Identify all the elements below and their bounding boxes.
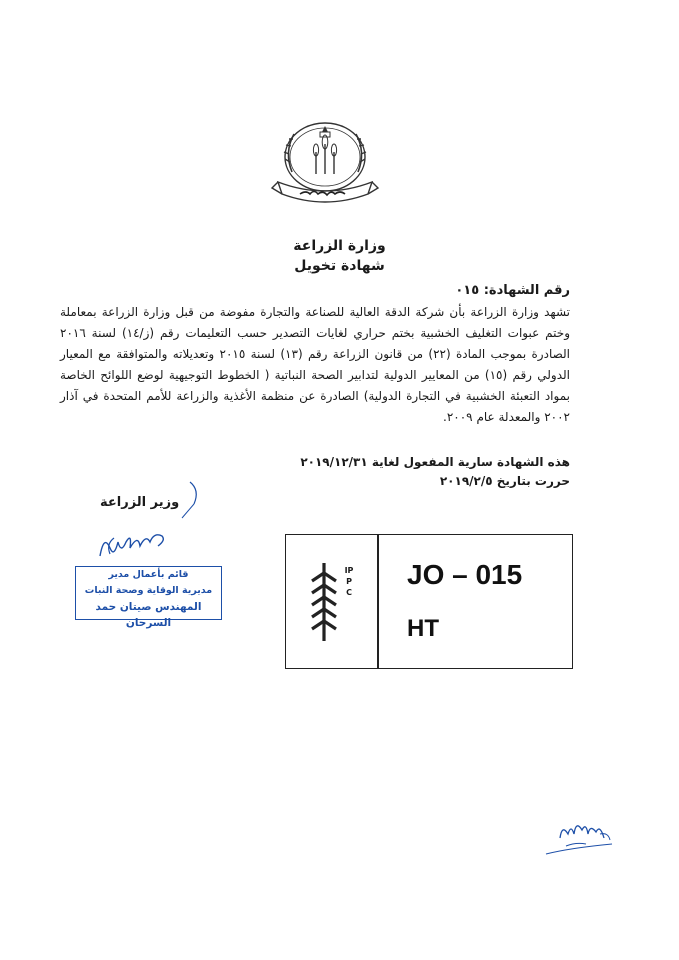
validity-statement: هذه الشهادة سارية المفعول لغاية ٢٠١٩/١٢/٣١ [300, 455, 570, 469]
ippc-letters: IPPC [344, 566, 354, 597]
certificate-body: تشهد وزارة الزراعة بأن شركة الدقة العالية للصناعة والتجارة مفوضة من قبل وزارة الزراعة بمعاملة وختم عبوات التغليف الخشبية بختم حراري لغايات التصدير حسب التعليمات رقم (ز/١٤) لسنة ٢٠١٦ الصادرة بموجب المادة (٢٢) من قانون الزراعة رقم (١٣) لسنة ٢٠١٥ وتعديلاته والمتوافقة مع المعيار الدولي رقم (١٥) من المعايير الدولية لتدابير الصحة النباتية ( الخطوط التوجيهية لوضع اللوائح الخاصة بمواد التعبئة الخشبية في التجارة الدولية) الصادرة عن منظمة الأغذية والزراعة للأمم المتحدة في آذار ٢٠٠٢ والمعدلة عام ٢٠٠٩. [60, 305, 570, 424]
stamp-line-directorate: مديرية الوقاية وصحة النبات [84, 585, 213, 596]
official-stamp [75, 566, 222, 629]
country-producer-code: JO – 015 [407, 559, 523, 590]
ippc-divider [377, 535, 379, 668]
stamp-line-role: قائم بأعمال مدير [108, 569, 189, 580]
ministry-name: وزارة الزراعة [293, 238, 386, 254]
initials-signature [540, 808, 620, 863]
certificate-number: رقم الشهادة: ٠١٥ [455, 283, 570, 298]
minister-title: وزير الزراعة [100, 495, 180, 510]
ministry-emblem-logo [270, 112, 380, 212]
ippc-wheat-logo-icon [304, 559, 368, 645]
issue-date: حررت بتاريخ ٢٠١٩/٢/٥ [439, 474, 570, 488]
treatment-code: HT [407, 615, 439, 642]
certificate-title: شهادة تخويل [294, 258, 385, 274]
minister-signature [90, 478, 240, 578]
stamp-line-name: المهندس صيتان حمد السرحان [95, 601, 202, 629]
ippc-mark-box [285, 534, 573, 669]
